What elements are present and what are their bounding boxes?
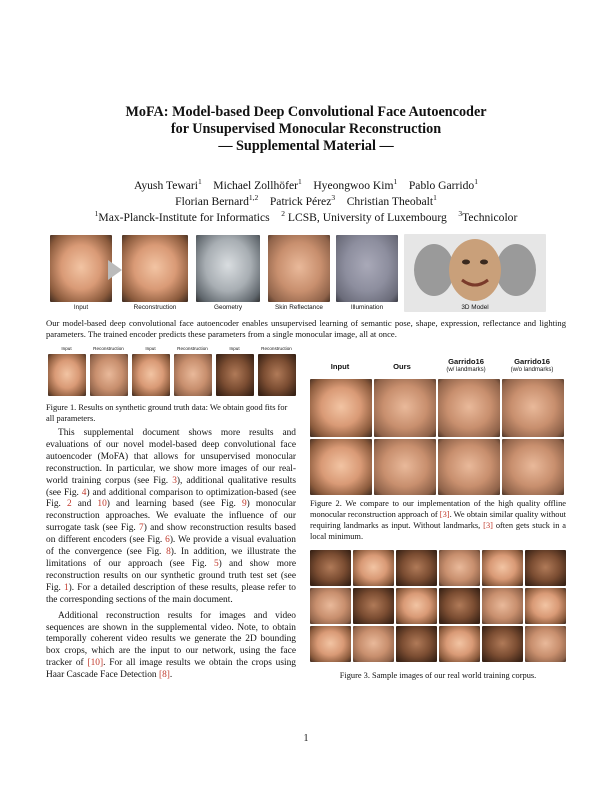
author: Christian Theobalt$^1$ [346,193,437,208]
3d-model-illustration [404,234,546,312]
fig1-reconstruction-photo [90,354,128,396]
fig1-reconstruction-photo [174,354,212,396]
fig1-input-photo [216,354,254,396]
author: Hyeongwoo Kim$^1$ [313,177,398,192]
training-sample-photo [482,626,523,662]
fig2-photo [438,379,500,437]
fig2-header-input: Input [330,362,350,371]
author: Ayush Tewari$^1$ [134,177,202,192]
fig2-photo [310,379,372,437]
paragraph-1: This supplemental document shows more results and evaluations of our novel model-based deep convolutional face autoencoder (MoFA) that allows for unsupervised monocular reconstruction. In particular, we show more images of our real-world training corpus (see Fig. 3), additional qualitative results (see Fig. 4) and additional comparison to optimization-based (see Fig. 2 and 10) and learning based (see Fig. 9) monocular reconstruction approaches. We evaluate the influence of our surrogate task (see Fig. 7) and show reconstruction results based on different encoders (see Fig. 6). We provide a visual evaluation of the convergence (see Fig. 8). In addition, we illustrate the limitations of our approach (see Fig. 5) and show more reconstruction results on our synthetic ground truth test set (see Fig. 1). For a detailed description of these results, please refer to the corresponding sections of the main document. [46,428,297,605]
teaser-label-illumination: Illumination [350,304,384,311]
teaser-skin-reflectance-image [268,235,330,302]
author: Florian Bernard$^{1,2}$ [175,193,259,208]
author: Patrick Pérez$^3$ [269,193,336,208]
figure-1-caption: Figure 1. Results on synthetic ground truth data: We obtain good fits for all parameters. [46,403,288,423]
fig1-label: Input [229,346,240,351]
paper-title-line-2: for Unsupervised Monocular Reconstruction [170,121,442,137]
teaser-label-geometry: Geometry [213,304,243,311]
fig2-photo [310,439,372,495]
training-sample-photo [525,626,566,662]
teaser-label-reconstruction: Reconstruction [133,304,177,311]
fig2-header-ours: Ours [393,362,411,371]
training-sample-photo [310,626,351,662]
teaser-3d-model-panel [404,234,546,312]
fig2-photo [502,379,564,437]
fig2-photo [374,439,436,495]
author-line-1 [0,178,612,193]
affiliation: $^2$ LCSB, University of Luxembourg [281,209,447,224]
fig2-photo [438,439,500,495]
affiliation: $^1$Max-Planck-Institute for Informatics [94,209,270,224]
fig1-label: Reconstruction [261,346,292,351]
training-sample-photo [310,550,351,586]
training-sample-photo [439,550,480,586]
teaser-label-3d-model: 3D Model [461,304,489,311]
training-sample-photo [310,588,351,624]
teaser-label-input: Input [73,304,89,311]
paper-title-line-1: MoFA: Model-based Deep Convolutional Face Autoencoder [125,104,487,120]
teaser-reconstruction-photo [122,235,188,302]
training-sample-photo [439,626,480,662]
training-sample-photo [353,626,394,662]
training-sample-photo [525,550,566,586]
fig2-photo [502,439,564,495]
training-sample-photo [482,550,523,586]
teaser-caption: Our model-based deep convolutional face autoencoder enables unsupervised learning of semantic pose, shape, expression, reflectance and lighting parameters. The trained encoder predicts these parameters from a single monocular image, all at once. [46,318,566,339]
training-sample-photo [396,588,437,624]
author: Michael Zollhöfer$^1$ [213,177,302,192]
training-sample-photo [482,588,523,624]
paragraph-2: Additional reconstruction results for images and video sequences are shown in the supplemental video. Note, to obtain temporally coherent video results we generate the 2D bounding box crops, which are the input to our network, using the face tracker of [10]. For all image results we obtain the crops using Haar Cascade Face Detection [8]. [46,610,296,681]
figure-1 [46,346,296,400]
figure-2-caption: Figure 2. We compare to our implementation of the high quality offline monocular reconstruction approach of [3]. We obtain similar quality without requiring landmarks as input. Without landmarks, [3] often gets stuck in a local minimum. [310,499,567,541]
training-sample-photo [396,550,437,586]
fig1-label: Reconstruction [177,346,208,351]
training-sample-photo [353,550,394,586]
teaser-geometry-image [196,235,260,302]
fig1-input-photo [132,354,170,396]
fig1-input-photo [48,354,86,396]
fig2-header-garrido-without-landmarks: Garrido16 (w/o landmarks) [510,357,554,373]
fig1-label: Input [61,346,72,351]
fig2-photo [374,379,436,437]
teaser-figure [44,234,548,314]
figure-3-caption: Figure 3. Sample images of our real world training corpus. [339,671,537,680]
teaser-input-photo [50,235,112,302]
arrow-right-icon [108,260,122,280]
training-sample-photo [353,588,394,624]
affiliation-line [0,210,612,225]
fig1-label: Reconstruction [93,346,124,351]
author-line-2 [0,194,612,209]
training-sample-photo [439,588,480,624]
fig1-reconstruction-photo [258,354,296,396]
figure-3 [310,550,566,662]
figure-2 [310,356,566,496]
teaser-illumination-image [336,235,398,302]
author: Pablo Garrido$^1$ [408,177,478,192]
body-text [46,428,296,682]
affiliation: $^3$Technicolor [458,209,518,224]
paper-title-line-3: — Supplemental Material — [218,138,394,154]
training-sample-photo [396,626,437,662]
fig2-header-garrido-with-landmarks: Garrido16 (w/ landmarks) [446,357,486,373]
page-number: 1 [303,733,309,744]
fig1-label: Input [145,346,156,351]
training-sample-photo [525,588,566,624]
teaser-label-skin-reflectance: Skin Reflectance [275,304,323,311]
